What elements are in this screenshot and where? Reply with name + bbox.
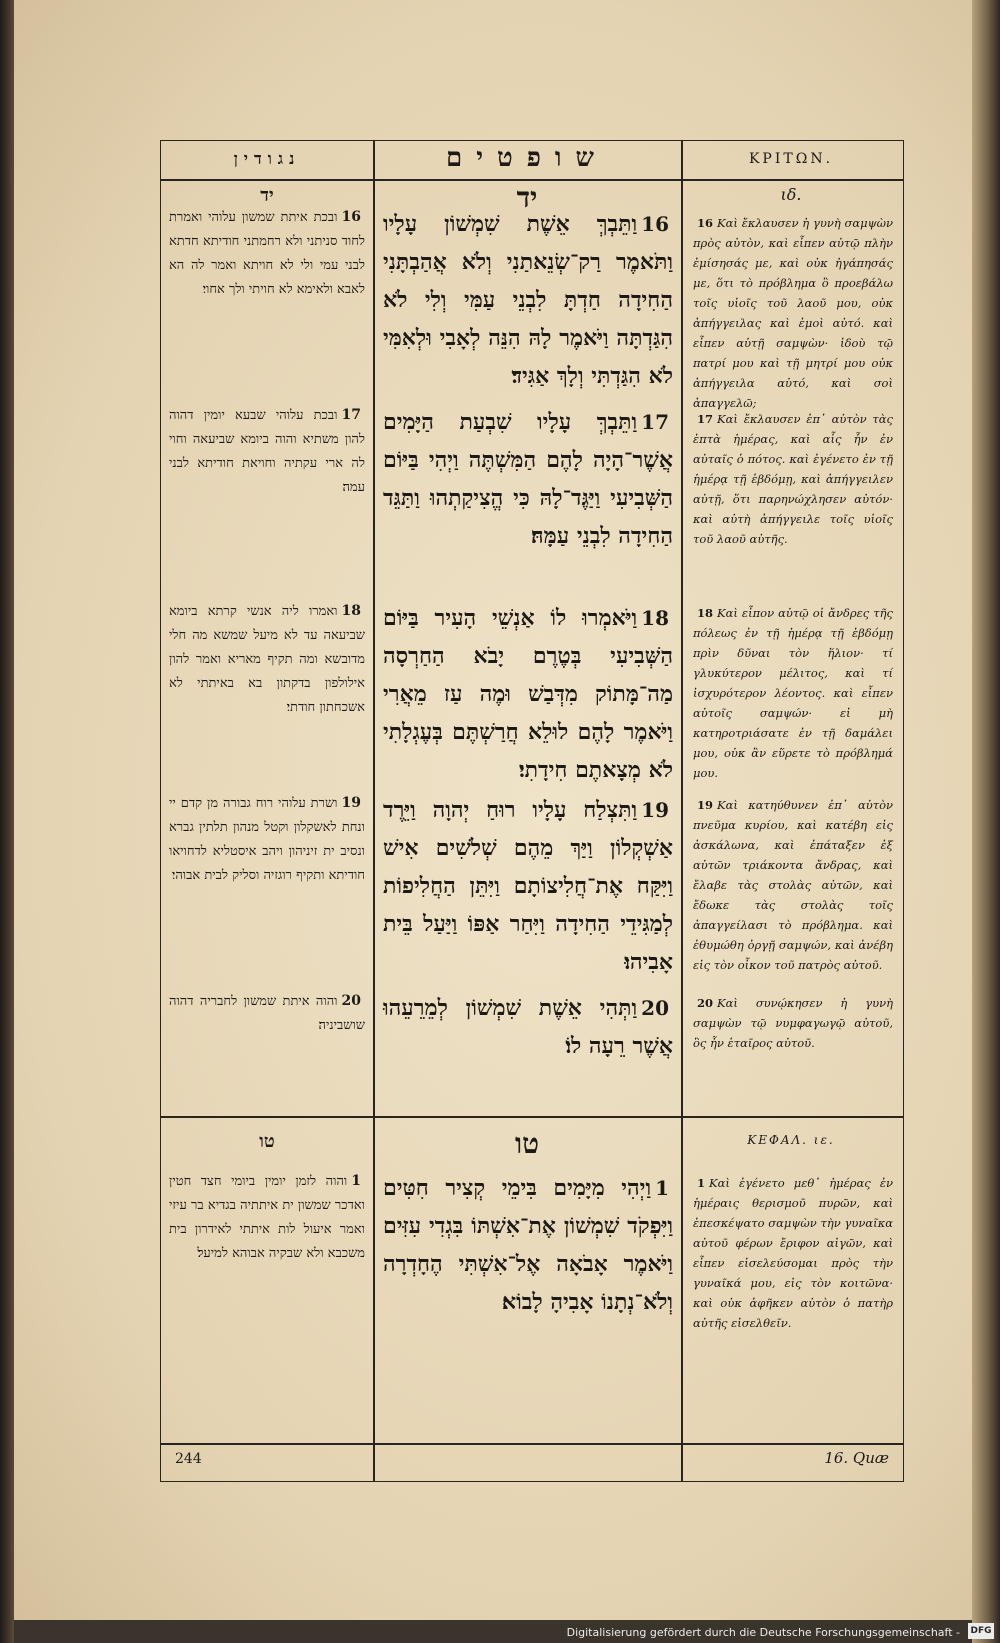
verse-number: 1 — [697, 1176, 706, 1190]
verse-targum — [169, 1169, 365, 1266]
verse-number: 17 — [641, 410, 669, 434]
chapter-number-targum: טו — [259, 1131, 275, 1152]
book-spine-edge — [0, 0, 14, 1643]
verse-number: 19 — [697, 798, 714, 812]
verse-number: 17 — [697, 412, 714, 426]
footer-rule — [161, 1443, 903, 1445]
header-targum: נגודין — [233, 149, 301, 168]
verse-text: Καὶ ἔκλαυσεν ἐπ᾽ αὐτὸν τὰς ἑπτὰ ἡμέρας, καὶ αἷς ἦν ἐν αὐταῖς ὁ πότος. καὶ ἐγένετο ἐν τῇ ἡμέρᾳ τῇ ἑβδόμῃ, καὶ ἀπήγγειλεν αὐτῇ, ὅτι παρηνώχλησεν αὐτόν· καὶ αὐτὴ ἀπήγγειλε τοῖς υἱοῖς τοῦ λαοῦ αὐτῆς. — [693, 412, 893, 546]
verse-number: 16 — [697, 216, 714, 230]
verse-text: Καὶ κατηύθυνεν ἐπ᾽ αὐτὸν πνεῦμα κυρίου, καὶ κατέβη εἰς ἀσκάλωνα, καὶ ἐπάταξεν ἐξ αὐτῶν τριάκοντα ἄνδρας, καὶ ἔλαβε τὰς στολὰς αὐτῶν, καὶ ἔδωκε τὰς στολὰς τοῖς ἀπαγγείλασι τὸ πρόβλημα. καὶ ἐθυμώθη ὀργῇ σαμψών, καὶ ἀνέβη εἰς τὸν οἶκον τοῦ πατρὸς αὐτοῦ. — [693, 798, 893, 972]
verse-text: וַתֵּבְךְּ אֵשֶׁת שִׁמְשׁוֹן עָלָיו וַתֹּאמֶר רַק־שְׂנֵאתַנִי וְלֹא אֲהַבְתָּנִי הַחִידָה חַדְתָּ לִבְנֵי עַמִּי וְלִי לֹא הִגַּדְתָּה וַיֹּאמֶר לָהּ הִנֵּה לְאָבִי וּלְאִמִּי לֹא הִגַּדְתִּי וְלָךְ אַגִּיד׃ — [383, 211, 673, 389]
verse-hebrew — [383, 599, 673, 789]
verse-greek — [693, 409, 893, 549]
verse-targum — [169, 599, 365, 720]
verse-text: וַיְהִי מִיָּמִים בִּימֵי קְצִיר חִטִּים וַיִּפְקֹד שִׁמְשׁוֹן אֶת־אִשְׁתּוֹ בִּגְדִי עִזִּים וַיֹּאמֶר אָבֹאָה אֶל־אִשְׁתִּי הֶחָדְרָה וְלֹא־נְתָנוֹ אָבִיהָ לָבוֹא׃ — [383, 1175, 673, 1315]
dfg-logo: DFG — [968, 1623, 994, 1639]
header-hebrew: שופטים — [446, 143, 608, 173]
verse-text: Καὶ συνῴκησεν ἡ γυνὴ σαμψὼν τῷ νυμφαγωγῷ αὐτοῦ, ὃς ἦν ἑταῖρος αὐτοῦ. — [693, 996, 893, 1050]
digitization-credit: Digitalisierung gefördert durch die Deutsche Forschungsgemeinschaft - — [566, 1626, 960, 1639]
chapter-number-greek: ΚΕΦΑΛ. ιε. — [747, 1133, 835, 1147]
verse-hebrew — [383, 205, 673, 395]
chapter-number-hebrew: יד — [516, 181, 538, 214]
verse-greek — [693, 213, 893, 413]
chapter-number-greek: ιδ. — [780, 185, 802, 204]
verse-hebrew — [383, 403, 673, 555]
verse-number: 17 — [341, 407, 361, 423]
verse-hebrew — [383, 791, 673, 981]
verse-number: 20 — [341, 993, 361, 1009]
verse-text: Καὶ ἐγένετο μεθ᾽ ἡμέρας ἐν ἡμέραις θερισμοῦ πυρῶν, καὶ ἐπεσκέψατο σαμψὼν τὴν γυναῖκα αὐτοῦ φέρων ἔριφον αἰγῶν, καὶ εἶπεν εἰσελεύσομαι πρὸς τὴν γυναῖκά μου, εἰς τὸν κοιτῶνα· καὶ οὐκ ἀφῆκεν αὐτὸν ὁ πατὴρ αὐτῆς εἰσελθεῖν. — [693, 1176, 893, 1330]
verse-targum — [169, 989, 365, 1038]
verse-targum — [169, 205, 365, 302]
verse-text: וַתִּצְלַח עָלָיו רוּחַ יְהוָה וַיֵּרֶד אַשְׁקְלוֹן וַיַּךְ מֵהֶם שְׁלֹשִׁים אִישׁ וַיִּקַּח אֶת־חֲלִיצוֹתָם וַיִּתֵּן הַחֲלִיפוֹת לְמַגִּידֵי הַחִידָה וַיִּחַר אַפּוֹ וַיַּעַל בֵּית אָבִיהוּ׃ — [383, 797, 673, 975]
verse-text: וַתְּהִי אֵשֶׁת שִׁמְשׁוֹן לְמֵרֵעֵהוּ אֲשֶׁר רֵעָה לוֹ׃ — [383, 995, 673, 1059]
chapter-number-hebrew: טו — [514, 1127, 540, 1160]
verse-text: ואמרו ליה אנשי קרתא ביומא שביעאה עד לא מיעל שמשא מה חלי מדובשא ומה תקיף מאריא ואמר להון אילולפון בדקתון בא באיתתי לא אשכחתון חודתי׃ — [169, 604, 365, 715]
verse-text: וַיֹּאמְרוּ לוֹ אַנְשֵׁי הָעִיר בַּיּוֹם הַשְּׁבִיעִי בְּטֶרֶם יָבֹא הַחַרְסָה מַה־מָּתוֹק מִדְּבַשׁ וּמֶה עַז מֵאֲרִי וַיֹּאמֶר לָהֶם לוּלֵא חֲרַשְׁתֶּם בְּעֶגְלָתִי לֹא מְצָאתֶם חִידָתִי׃ — [383, 605, 673, 783]
verse-text: ושרת עלוהי רוח גבורה מן קדם יי ונחת לאשקלון וקטל מנהון תלתין גברא ונסיב ית זיניהון ויהב איסטליא לדחויאו חודיתא ותקיף רוגזיה וסליק לבית אבוהי׃ — [169, 796, 365, 883]
verse-number: 20 — [641, 996, 669, 1020]
chapter-rule-main — [373, 1116, 903, 1118]
catchword: 16. Quæ — [824, 1449, 889, 1467]
verse-greek — [693, 993, 893, 1053]
verse-targum — [169, 403, 365, 500]
verse-text: והוה איתת שמשון לחבריה דהוה שושביניה׃ — [169, 994, 365, 1033]
verse-number: 16 — [341, 209, 361, 225]
header-greek: ΚΡΙΤΩΝ. — [748, 151, 834, 167]
verse-greek — [693, 1173, 893, 1333]
verse-text: ובכת עלוהי שבעא יומין דהוה להון משתיא והוה ביומא שביעאה וחוי לה ארי עקתיה וחויאת חודיתא לבני עמה׃ — [169, 408, 365, 495]
verse-hebrew — [383, 1169, 673, 1321]
chapter-number-targum: יד — [260, 185, 274, 206]
verse-number: 18 — [341, 603, 361, 619]
verse-number: 16 — [641, 212, 669, 236]
verse-number: 18 — [697, 606, 714, 620]
column-rule-right — [681, 141, 683, 1481]
verse-number: 19 — [641, 798, 669, 822]
verse-hebrew — [383, 989, 673, 1065]
verse-text: ובכת איתת שמשון עלוהי ואמרת לחוד סניתני ולא רחמתני חודיתא חדתא לבני עמי ולי לא חויתא ואמר לה הא לאבא ולאימא לא חויתי ולך אחוי׃ — [169, 210, 365, 297]
page-number: 244 — [175, 1451, 202, 1467]
verse-greek — [693, 603, 893, 783]
verse-text: Καὶ εἶπον αὐτῷ οἱ ἄνδρες τῆς πόλεως ἐν τῇ ἡμέρᾳ τῇ ἑβδόμῃ πρὶν δῦναι τὸν ἥλιον· τί γλυκύτερον μέλιτος, καὶ τί ἰσχυρότερον λέοντος. καὶ εἶπεν αὐτοῖς σαμψών· εἰ μὴ κατηροτριάσατε ἐν τῇ δαμάλει μου, οὐκ ἂν εὕρετε τὸ πρόβλημά μου. — [693, 606, 893, 780]
verse-number: 18 — [641, 606, 669, 630]
verse-text: והוה לזמן יומין ביומי חצד חטין ואדכר שמשון ית איתתיה בגדיא בר עיזי ואמר איעול לות איתתי לאידרון בית משכבא ולא שבקיה אבוהא למיעל׃ — [169, 1174, 365, 1261]
verse-greek — [693, 795, 893, 975]
verse-number: 19 — [341, 795, 361, 811]
verse-number: 1 — [655, 1176, 669, 1200]
verse-number: 20 — [697, 996, 714, 1010]
polyglot-frame — [160, 140, 904, 1482]
verse-text: Καὶ ἔκλαυσεν ἡ γυνὴ σαμψὼν πρὸς αὐτὸν, καὶ εἶπεν αὐτῷ πλὴν ἐμίσησάς με, καὶ οὐκ ἠγάπησάς με, ὅτι τὸ πρόβλημα ὃ προεβάλω τοῖς υἱοῖς τοῦ λαοῦ μου, οὐκ ἀπήγγειλας καὶ ἐμοὶ αὐτό. καὶ εἶπεν αὐτῇ σαμψὼν· ἰδοὺ τῷ πατρί μου καὶ τῇ μητρί μου οὐκ ἀπήγγειλα αὐτό, καὶ σοὶ ἀπαγγελῶ; — [693, 216, 893, 410]
verse-targum — [169, 791, 365, 888]
verse-number: 1 — [351, 1173, 361, 1189]
verse-text: וַתֵּבְךְּ עָלָיו שִׁבְעַת הַיָּמִים אֲשֶׁר־הָיָה לָהֶם הַמִּשְׁתֶּה וַיְהִי בַּיּוֹם הַשְּׁבִיעִי וַיַּגֶּד־לָהּ כִּי הֱצִיקַתְהוּ וַתַּגֵּד הַחִידָה לִבְנֵי עַמָּהּ׃ — [383, 409, 673, 549]
column-rule-left — [373, 141, 375, 1481]
book-fore-edge — [972, 0, 1000, 1643]
chapter-rule-targum — [161, 1116, 373, 1118]
